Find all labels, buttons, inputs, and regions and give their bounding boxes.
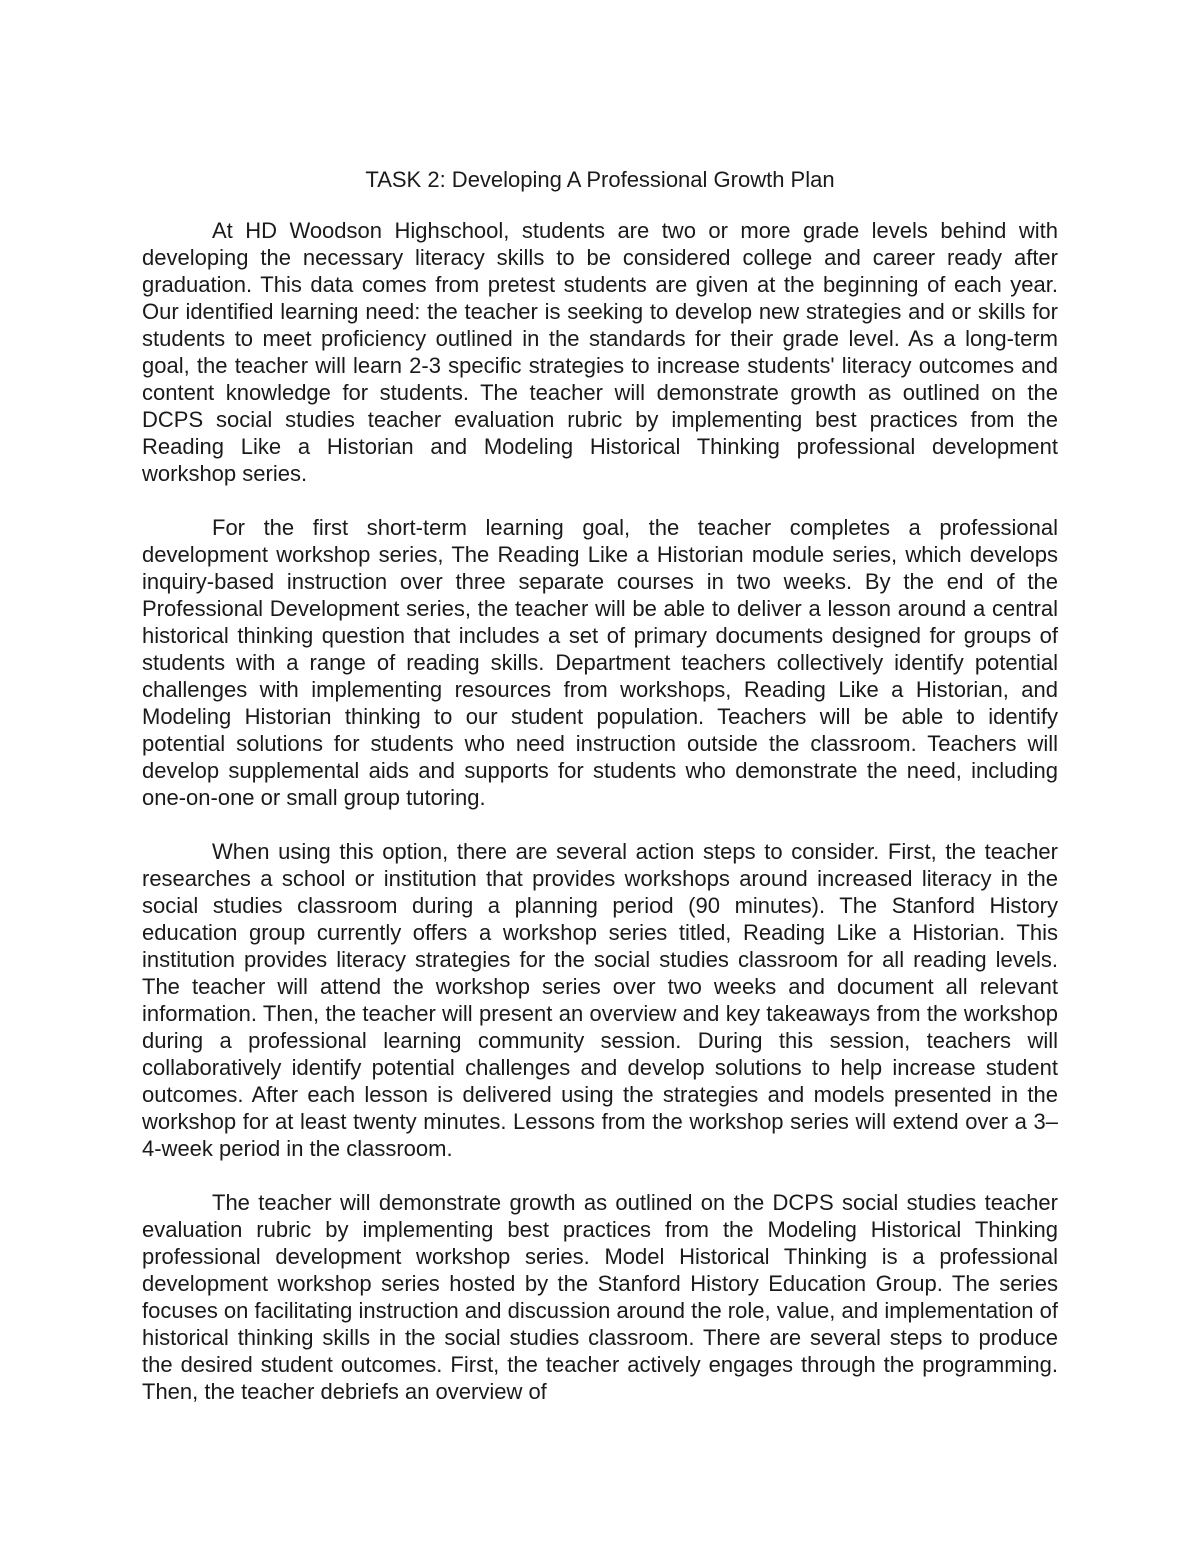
paragraph-short-term-goal: For the first short-term learning goal, the teacher completes a professional development workshop series, The Reading Like a Historian module series, which develops inquiry-based instruction over three separate courses in two weeks. By the end of the Professional Development series, the teacher will be able to deliver a lesson around a central historical thinking question that includes a set of primary documents designed for groups of students with a range of reading skills. Department teachers collectively identify potential challenges with implementing resources from workshops, Reading Like a Historian, and Modeling Historian thinking to our student population. Teachers will be able to identify potential solutions for students who need instruction outside the classroom. Teachers will develop supplemental aids and supports for students who demonstrate the need, including one-on-one or small group tutoring. [142, 515, 1058, 810]
paragraph-learning-need: At HD Woodson Highschool, students are two or more grade levels behind with developing the necessary literacy skills to be considered college and career ready after graduation. This data comes from pretest students are given at the beginning of each year. Our identified learning need: the teacher is seeking to develop new strategies and or skills for students to meet proficiency outlined in the standards for their grade level. As a long-term goal, the teacher will learn 2-3 specific strategies to increase students' literacy outcomes and content knowledge for students. The teacher will demonstrate growth as outlined on the DCPS social studies teacher evaluation rubric by implementing best practices from the Reading Like a Historian and Modeling Historical Thinking professional development workshop series. [142, 218, 1058, 486]
document-body [142, 217, 1058, 1432]
document-title: TASK 2: Developing A Professional Growth Plan [365, 167, 835, 192]
paragraph-growth-demonstration: The teacher will demonstrate growth as outlined on the DCPS social studies teacher evaluation rubric by implementing best practices from the Modeling Historical Thinking professional development workshop series. Model Historical Thinking is a professional development workshop series hosted by the Stanford History Education Group. The series focuses on facilitating instruction and discussion around the role, value, and implementation of historical thinking skills in the social studies classroom. There are several steps to produce the desired student outcomes. First, the teacher actively engages through the programming. Then, the teacher debriefs an overview of [142, 1190, 1058, 1404]
paragraph-action-steps: When using this option, there are several action steps to consider. First, the teacher researches a school or institution that provides workshops around increased literacy in the social studies classroom during a planning period (90 minutes). The Stanford History education group currently offers a workshop series titled, Reading Like a Historian. This institution provides literacy strategies for the social studies classroom for all reading levels. The teacher will attend the workshop series over two weeks and document all relevant information. Then, the teacher will present an overview and key takeaways from the workshop during a professional learning community session. During this session, teachers will collaboratively identify potential challenges and develop solutions to help increase student outcomes. After each lesson is delivered using the strategies and models presented in the workshop for at least twenty minutes. Lessons from the workshop series will extend over a 3–4-week period in the classroom. [142, 839, 1058, 1161]
